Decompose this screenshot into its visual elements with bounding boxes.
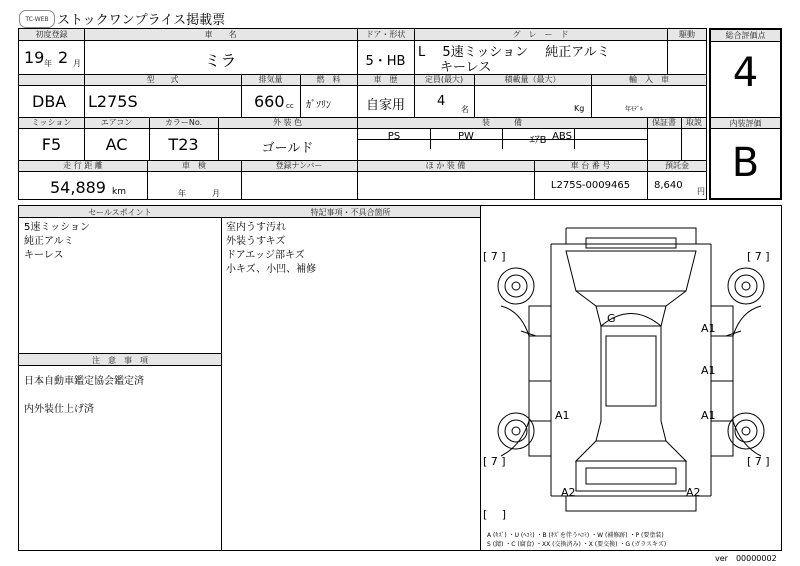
note-line: 内外装仕上げ済 xyxy=(24,404,94,415)
warranty-label: 保証書 xyxy=(652,118,676,127)
manual-label: 取説 xyxy=(686,118,702,127)
history-label: 車 歴 xyxy=(373,75,398,84)
displacement-label: 排気量 xyxy=(258,75,283,84)
bracket-label: [ 7 ] xyxy=(747,455,770,468)
page-title: ストックワンプライス掲載票 xyxy=(57,13,226,28)
other-equip-label: ほ か 装 備 xyxy=(425,161,466,170)
price-value: 8,640 xyxy=(654,180,683,191)
price-label: 預託金 xyxy=(665,161,689,170)
version-label: ver 00000002 xyxy=(715,554,777,563)
sales-point: 純正アルミ xyxy=(24,236,74,247)
door-value: 5・HB xyxy=(365,54,406,69)
damage-mark: G xyxy=(607,312,616,325)
remark-line: ドアエッジ部キズ xyxy=(226,250,305,261)
make-label: 車 名 xyxy=(204,30,237,39)
make-value: ミラ xyxy=(204,51,237,70)
load-label: 積載量（最大） xyxy=(504,75,561,84)
capacity-unit: 名 xyxy=(461,105,469,114)
damage-mark: A1 xyxy=(701,322,716,335)
notes-list xyxy=(24,375,144,417)
damage-mark: A1 xyxy=(555,409,570,422)
score-label: 総合評価点 xyxy=(725,31,766,40)
equipment-item: PW xyxy=(458,131,474,142)
remarks-list xyxy=(226,221,316,277)
model-label: 型 式 xyxy=(146,75,179,84)
interior-score-label: 内装評価 xyxy=(729,119,762,128)
equipment-item: ｴｱB xyxy=(529,135,547,146)
capacity-label: 定員(最大) xyxy=(424,75,464,84)
equipment-label: 装 備 xyxy=(482,118,522,127)
first-reg-label: 初度登録 xyxy=(35,30,68,39)
bracket-label: [ 7 ] xyxy=(747,250,770,263)
model-prefix: DBA xyxy=(32,92,67,111)
history-value: 自家用 xyxy=(365,98,405,113)
model-value: L275S xyxy=(88,92,138,111)
bracket-label: [ ] xyxy=(483,508,507,521)
inspection-label: 車 検 xyxy=(182,161,206,170)
inspection-month-unit: 月 xyxy=(212,189,220,198)
vin-value: L275S-0009465 xyxy=(550,180,631,191)
grade-label: グ レ ー ド xyxy=(512,30,569,39)
remarks-label: 特記事項・不具合箇所 xyxy=(310,208,391,217)
sales-label: セールスポイント xyxy=(88,208,152,217)
legend-line: S (錆) ・C (腐食) ・XX (交換済み) ・X (要交換) ・G (ガラスキズ) xyxy=(487,541,667,548)
bracket-label: [ 7 ] xyxy=(483,455,506,468)
inspection-year-unit: 年 xyxy=(178,189,186,198)
model-year-label: 年ﾓﾃﾞﾙ xyxy=(625,106,644,113)
sales-point: キーレス xyxy=(24,250,64,261)
exterior-value: ゴールド xyxy=(261,141,314,156)
remark-line: 外装うすキズ xyxy=(226,236,286,247)
fuel-label: 燃 料 xyxy=(316,75,341,84)
damage-mark: A1 xyxy=(701,409,716,422)
mileage-label: 走 行 距 離 xyxy=(63,161,103,170)
equipment-item: PS xyxy=(387,131,401,142)
legend-line: A (ｷｽﾞ) ・U (ﾍｺﾐ) ・B (ｷｽﾞを伴うﾍｺﾐ) ・W (補修跡) ・P (要塗装) xyxy=(487,532,664,539)
mileage-unit: km xyxy=(112,187,126,197)
capacity-value: 4 xyxy=(437,94,446,109)
year-unit: 年 xyxy=(44,59,52,68)
bracket-label: [ 7 ] xyxy=(483,250,506,263)
sales-points xyxy=(24,221,90,263)
color-no-value: T23 xyxy=(168,135,199,154)
note-line xyxy=(24,389,144,403)
damage-mark: A2 xyxy=(686,486,701,499)
damage-mark: A1 xyxy=(701,364,716,377)
overall-score: 4 xyxy=(732,50,759,96)
fuel-value: ｶﾞｿﾘﾝ xyxy=(306,100,331,111)
grade-line1: L 5速ミッション 純正アルミ xyxy=(418,45,610,60)
sales-point: 5速ミッション xyxy=(24,222,90,233)
mission-label: ミッション xyxy=(31,118,72,127)
displacement-unit: cc xyxy=(286,102,294,110)
exterior-label: 外 装 色 xyxy=(272,118,303,127)
price-unit: 円 xyxy=(697,187,705,196)
note-line: 日本自動車鑑定協会鑑定済 xyxy=(24,376,144,387)
displacement-value: 660 xyxy=(254,92,285,111)
vin-label: 車 台 番 号 xyxy=(570,161,611,170)
color-no-label: カラーNo. xyxy=(164,118,203,127)
drive-label: 駆動 xyxy=(679,30,695,39)
import-label: 輸 入 車 xyxy=(629,75,669,84)
first-reg-month: 2 xyxy=(58,48,69,67)
car-damage-diagram xyxy=(481,206,781,550)
mission-value: F5 xyxy=(41,135,62,154)
mileage-value: 54,889 xyxy=(50,178,106,197)
site-logo: TC-WEB xyxy=(19,10,55,28)
ac-label: エアコン xyxy=(100,118,133,127)
ac-value: AC xyxy=(105,135,128,154)
equipment-item: ABS xyxy=(552,131,572,142)
damage-mark: A2 xyxy=(561,486,576,499)
load-unit: Kg xyxy=(574,104,585,113)
interior-score: B xyxy=(731,140,760,186)
remark-line: 小キズ、小凹、補修 xyxy=(226,264,317,275)
grade-line2: キーレス xyxy=(440,60,492,75)
notes-label: 注 意 事 項 xyxy=(92,356,148,365)
plate-label: 登録ナンバー xyxy=(275,161,323,170)
month-unit: 月 xyxy=(73,59,81,68)
remark-line: 室内うす汚れ xyxy=(226,222,286,233)
door-label: ドア・形状 xyxy=(365,30,406,39)
first-reg-year: 19 xyxy=(24,48,45,67)
